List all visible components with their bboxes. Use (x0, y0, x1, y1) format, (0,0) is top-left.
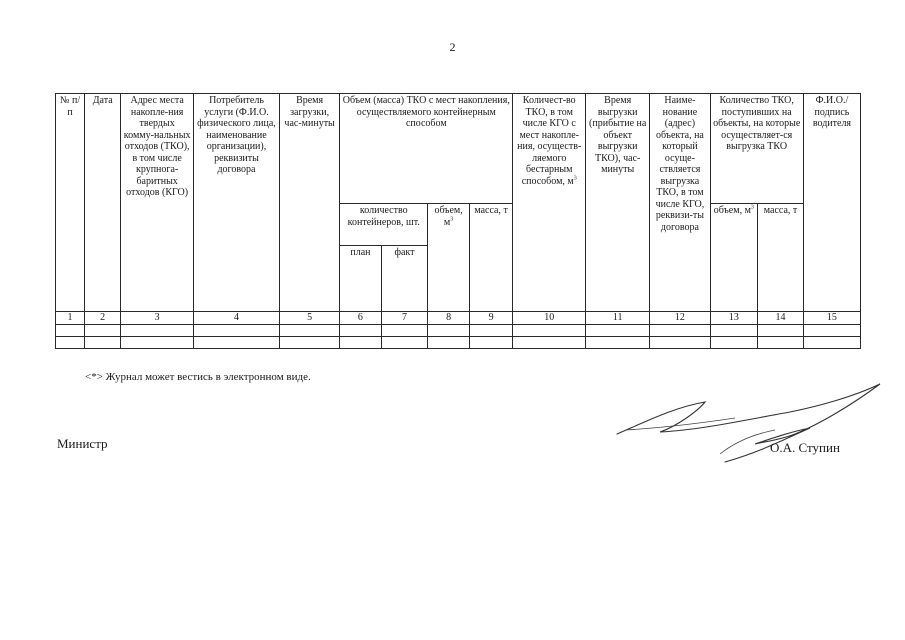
header-address: Адрес места накопле-ния твердых комму-нальных отходов (ТКО), в том числе крупнога-баритных отходов (КГО) (121, 94, 194, 312)
column-number: 15 (803, 312, 860, 325)
header-volume-received (710, 204, 758, 312)
column-number: 2 (85, 312, 121, 325)
header-container-volume-group: Объем (масса) ТКО с мест накопления, осуществляемого контейнерным способом (340, 94, 513, 204)
column-number-row (56, 312, 861, 325)
header-facility: Наиме-нование (адрес) объекта, на который осуще-ствляется выгрузка ТКО, в том числе КГО, реквизи-ты договора (650, 94, 710, 312)
table-cell (56, 337, 85, 349)
header-mass: масса, т (469, 204, 513, 312)
cubic-superscript: 3 (573, 175, 577, 182)
journal-table (55, 93, 861, 349)
table-cell (710, 337, 758, 349)
table-cell (121, 337, 194, 349)
header-received-group: Количество ТКО, поступивших на объекты, на которые осуществляет-ся выгрузка ТКО (710, 94, 803, 204)
column-number: 5 (280, 312, 340, 325)
table-cell (428, 337, 469, 349)
column-number: 13 (710, 312, 758, 325)
header-date: Дата (85, 94, 121, 312)
table-cell (650, 325, 710, 337)
column-number: 10 (513, 312, 586, 325)
table-cell (758, 325, 804, 337)
table-cell (758, 337, 804, 349)
position-title: Министр (57, 436, 108, 451)
header-driver: Ф.И.О./ подпись водителя (803, 94, 860, 312)
table-cell (803, 325, 860, 337)
header-volume (428, 204, 469, 312)
column-number: 4 (193, 312, 279, 325)
table-cell (56, 325, 85, 337)
bulk-quantity-text: Количест-во ТКО, в том числе КГО с мест накопле-ния, осуществ-ляемого бестарным способом, м (517, 95, 582, 187)
column-number: 12 (650, 312, 710, 325)
table-row (56, 325, 861, 337)
column-number: 14 (758, 312, 804, 325)
header-containers: количество контейнеров, шт. (340, 204, 428, 246)
table-cell (513, 325, 586, 337)
table-cell (381, 325, 428, 337)
header-bulk-quantity (513, 94, 586, 312)
table-cell (340, 337, 381, 349)
table-cell (280, 325, 340, 337)
header-plan: план (340, 246, 381, 312)
column-number: 6 (340, 312, 381, 325)
column-number: 3 (121, 312, 194, 325)
signature-mark (605, 372, 895, 472)
page-number: 2 (449, 40, 456, 54)
table-cell (513, 337, 586, 349)
table-cell (340, 325, 381, 337)
header-load-time: Время загрузки, час-минуты (280, 94, 340, 312)
header-unload-time: Время выгрузки (прибытие на объект выгрузки ТКО), час-минуты (586, 94, 650, 312)
column-number: 8 (428, 312, 469, 325)
table-cell (469, 337, 513, 349)
table-cell (193, 325, 279, 337)
table-cell (85, 325, 121, 337)
column-number: 1 (56, 312, 85, 325)
signer-name: О.А. Ступин (770, 440, 840, 455)
table-cell (469, 325, 513, 337)
table-cell (650, 337, 710, 349)
table-cell (586, 337, 650, 349)
table-cell (586, 325, 650, 337)
table-cell (121, 325, 194, 337)
header-fact: факт (381, 246, 428, 312)
column-number: 9 (469, 312, 513, 325)
cubic-superscript: 3 (450, 216, 454, 223)
table-cell (428, 325, 469, 337)
volume-received-text: объем, м (713, 205, 751, 216)
header-row (56, 94, 861, 204)
table-cell (280, 337, 340, 349)
header-row-number: № п/п (56, 94, 85, 312)
footnote: <*> Журнал может вестись в электронном виде. (85, 371, 311, 383)
table-cell (85, 337, 121, 349)
table-cell (381, 337, 428, 349)
header-consumer: Потребитель услуги (Ф.И.О. физического лица, наименование организации), реквизиты договора (193, 94, 279, 312)
table-cell (193, 337, 279, 349)
column-number: 11 (586, 312, 650, 325)
table-row (56, 337, 861, 349)
table-cell (803, 337, 860, 349)
volume-text: объем, м (434, 205, 463, 228)
header-mass-received: масса, т (758, 204, 804, 312)
cubic-superscript: 3 (750, 204, 754, 211)
column-number: 7 (381, 312, 428, 325)
table-cell (710, 325, 758, 337)
